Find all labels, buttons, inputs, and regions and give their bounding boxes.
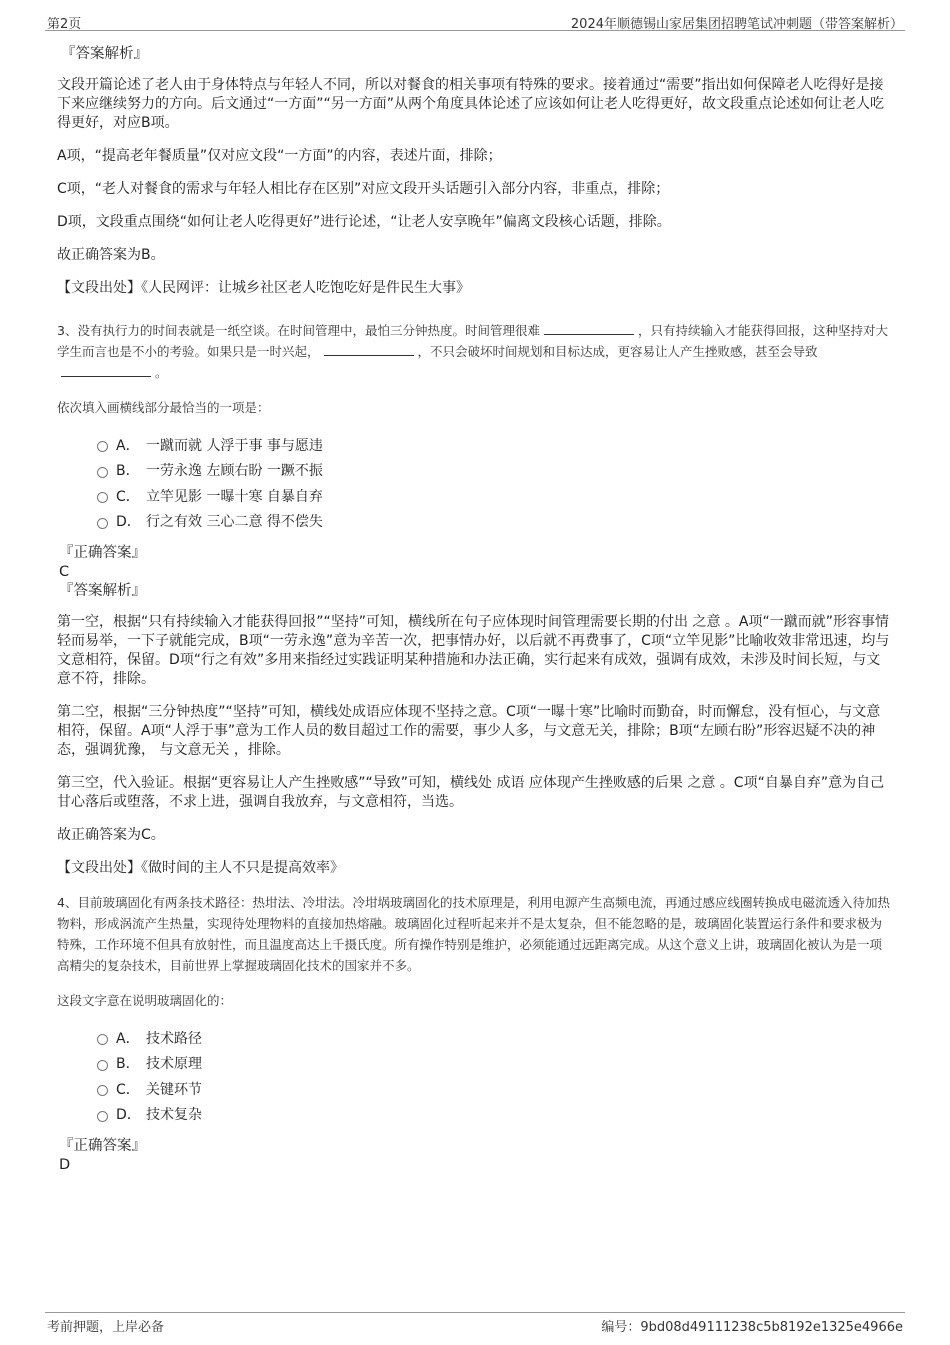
radio-icon[interactable] [97, 492, 108, 503]
q3-option-d[interactable]: D． 行之有效 三心二意 得不偿失 [97, 509, 892, 535]
q4-option-a[interactable]: A． 技术路径 [97, 1025, 892, 1051]
q3-analysis-label: 『答案解析』 [59, 583, 146, 599]
radio-icon[interactable] [97, 467, 108, 478]
radio-icon[interactable] [97, 518, 108, 529]
q3-analysis-blank-1: 第一空，根据“只有持续输入才能获得回报”“坚持”可知，横线所在句子应体现时间管理需要长期的付出 之意 。A项“一蹴而就”形容事情轻而易举，一下子就能完成，B项“一劳永逸”意为辛苦一次，把事情办好，以后就不再费事了，C项“立竿见影”比喻收效非常迅速，均与文意相符，保留。D项“行之有效”多用来指经过实践证明某种措施和办法正确，实行起来有成效，强调有成效，未涉及时间长短，与文意不符，排除。 [57, 614, 890, 687]
q3-prompt: 依次填入画横线部分最恰当的一项是： [57, 400, 270, 415]
q4-option-c[interactable]: C． 关键环节 [97, 1076, 892, 1102]
radio-icon[interactable] [97, 1111, 108, 1122]
q4-answer-label: 『正确答案』 [59, 1138, 146, 1154]
q2-conclusion: 故正确答案为B。 [57, 247, 165, 263]
q3-conclusion: 故正确答案为C。 [57, 827, 165, 843]
radio-icon[interactable] [97, 441, 108, 452]
q3-blank-2 [324, 343, 414, 356]
q4-option-b[interactable]: B． 技术原理 [97, 1051, 892, 1077]
q3-answer-label: 『正确答案』 [59, 545, 146, 561]
footer-code: 编号：9bd08d49111238c5b8192e1325e4966e [601, 1320, 903, 1335]
q4-option-d[interactable]: D． 技术复杂 [97, 1102, 892, 1128]
q2-analysis-option-d: D项，文段重点围绕“如何让老人吃得更好”进行论述，“让老人安享晚年”偏离文段核心话题，排除。 [57, 214, 671, 230]
page-header [45, 10, 905, 31]
q3-analysis-blank-3: 第三空，代入验证。根据“更容易让人产生挫败感”“导致”可知，横线处 成语 应体现产生挫败感的后果 之意 。C项“自暴自弃”意为自己甘心落后或堕落，不求上进，强调自我放弃，与文意相符，当选。 [57, 775, 885, 810]
q3-blank-1 [544, 322, 634, 335]
page-number: 第2页 [47, 17, 82, 32]
q2-analysis-paragraph: 文段开篇论述了老人由于身体特点与年轻人不同，所以对餐食的相关事项有特殊的要求。接着通过“需要”指出如何保障老人吃得好是接下来应继续努力的方向。后文通过“一方面”“另一方面”从两个角度具体论述了应该如何让老人吃得更好，故文段重点论述如何让老人吃得更好，对应B项。 [57, 77, 885, 131]
q3-analysis-blank-2: 第二空，根据“三分钟热度”“坚持”可知，横线处成语应体现不坚持之意。C项“一曝十寒”比喻时而勤奋，时而懈怠，没有恒心，与文意相符，保留。A项“人浮于事”意为工作人员的数目超过工作的需要，事少人多，与文意无关，排除；B项“左顾右盼”形容迟疑不决的神态，强调犹豫， 与文意无关 ，排除。 [57, 704, 881, 758]
q3-stem: 3、没有执行力的时间表就是一纸空谈。在时间管理中，最怕三分钟热度。时间管理很难 ，只有持续输入才能获得回报，这种坚持对大学生而言也是不小的考验。如果只是一时兴起， ，不只会破坏时间规划和目标达成，更容易让人产生挫败感，甚至会导致。 [57, 323, 888, 380]
q2-analysis-option-a: A项，“提高老年餐质量”仅对应文段“一方面”的内容，表述片面，排除； [57, 148, 502, 164]
q3-source: 【文段出处】《做时间的主人不只是提高效率》 [57, 860, 344, 876]
q2-analysis-label: 『答案解析』 [61, 46, 148, 62]
q4-prompt: 这段文字意在说明玻璃固化的： [57, 993, 233, 1008]
q3-option-c[interactable]: C． 立竿见影 一曝十寒 自暴自弃 [97, 483, 892, 509]
radio-icon[interactable] [97, 1085, 108, 1096]
q4-options [97, 1025, 892, 1127]
q4-answer: D [59, 1157, 71, 1173]
q3-option-b[interactable]: B． 一劳永逸 左顾右盼 一蹶不振 [97, 458, 892, 484]
q3-options [97, 432, 892, 534]
document-title: 2024年顺德锡山家居集团招聘笔试冲刺题（带答案解析） [570, 17, 903, 32]
q3-answer: C [59, 564, 70, 580]
q3-option-a[interactable]: A． 一蹴而就 人浮于事 事与愿违 [97, 432, 892, 458]
q3-blank-3 [61, 364, 151, 377]
page-content [57, 44, 892, 1175]
q2-analysis-option-c: C项，“老人对餐食的需求与年轻人相比存在区别”对应文段开头话题引入部分内容，非重点，排除； [57, 181, 670, 197]
radio-icon[interactable] [97, 1060, 108, 1071]
footer-slogan: 考前押题，上岸必备 [47, 1320, 165, 1335]
radio-icon[interactable] [97, 1034, 108, 1045]
q4-stem: 4、目前玻璃固化有两条技术路径：热坩法、冷坩法。冷坩埚玻璃固化的技术原理是，利用电源产生高频电流，再通过感应线圈转换成电磁流透入待加热物料，形成涡流产生热量，实现待处理物料的直接加热熔融。玻璃固化过程听起来并不是太复杂，但不能忽略的是，玻璃固化装置运行条件和要求极为特殊，工作环境不但具有放射性，而且温度高达上千摄氏度。所有操作特别是维护，必须能通过远距离完成。从这个意义上讲，玻璃固化被认为是一项高精尖的复杂技术，目前世界上掌握玻璃固化技术的国家并不多。 [57, 895, 890, 973]
page-footer [45, 1312, 905, 1337]
q2-source: 【文段出处】《人民网评：让城乡社区老人吃饱吃好是件民生大事》 [57, 280, 470, 296]
